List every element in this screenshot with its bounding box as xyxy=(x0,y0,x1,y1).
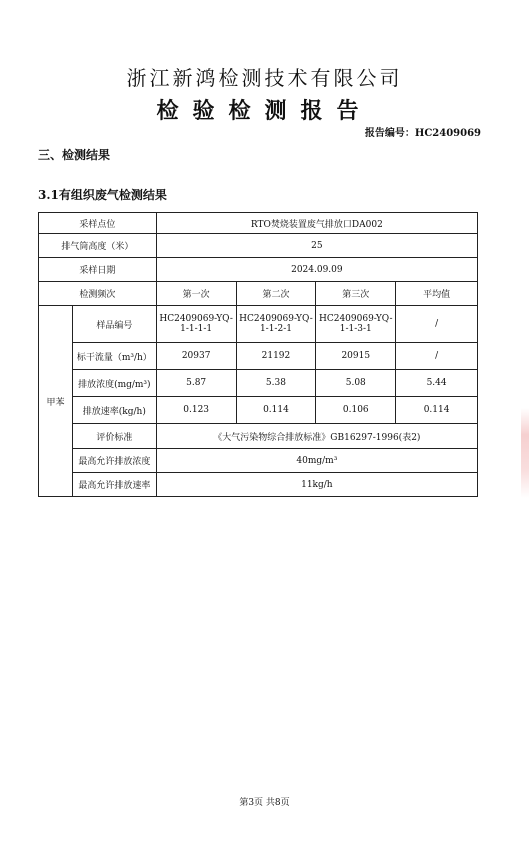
rate-value-2: 0.114 xyxy=(236,397,316,424)
sample-id-label: 样品编号 xyxy=(72,306,156,343)
standard-value: 《大气污染物综合排放标准》GB16297-1996(表2) xyxy=(156,424,477,449)
frequency-label: 检测频次 xyxy=(39,282,157,306)
concentration-value-3: 5.08 xyxy=(316,370,396,397)
flow-value-1: 20937 xyxy=(156,343,236,370)
pollutant-name: 甲苯 xyxy=(39,306,73,497)
table-row xyxy=(39,370,478,397)
concentration-value-2: 5.38 xyxy=(236,370,316,397)
sampling-point-label: 采样点位 xyxy=(39,213,157,234)
subsection-heading: 3.1有组织废气检测结果 xyxy=(38,188,167,202)
flow-value-2: 21192 xyxy=(236,343,316,370)
section-heading: 三、检测结果 xyxy=(38,148,111,162)
page-number: 第3页 共8页 xyxy=(239,798,290,808)
flow-average: / xyxy=(396,343,478,370)
max-rate-label: 最高允许排放速率 xyxy=(72,473,156,497)
table-row xyxy=(39,424,478,449)
table-row xyxy=(39,306,478,343)
company-name: 浙江新鸿检测技术有限公司 xyxy=(126,66,403,90)
sample-id-3: HC2409069-YQ-1-1-3-1 xyxy=(316,306,396,343)
table-row xyxy=(39,234,478,258)
table-row xyxy=(39,449,478,473)
rate-value-3: 0.106 xyxy=(316,397,396,424)
stack-height-value: 25 xyxy=(156,234,477,258)
stack-height-label: 排气筒高度（米） xyxy=(39,234,157,258)
column-header-2: 第二次 xyxy=(236,282,316,306)
seal-edge xyxy=(521,408,529,498)
flow-label: 标干流量（m³/h） xyxy=(72,343,156,370)
max-concentration-value: 40mg/m³ xyxy=(156,449,477,473)
rate-average: 0.114 xyxy=(396,397,478,424)
report-title: 检验检测报告 xyxy=(156,98,373,124)
flow-value-3: 20915 xyxy=(316,343,396,370)
max-concentration-label: 最高允许排放浓度 xyxy=(72,449,156,473)
table-row xyxy=(39,213,478,234)
table-row xyxy=(39,397,478,424)
column-header-1: 第一次 xyxy=(156,282,236,306)
sampling-date-label: 采样日期 xyxy=(39,258,157,282)
table-row xyxy=(39,258,478,282)
concentration-value-1: 5.87 xyxy=(156,370,236,397)
rate-label: 排放速率(kg/h) xyxy=(72,397,156,424)
max-rate-value: 11kg/h xyxy=(156,473,477,497)
concentration-label: 排放浓度(mg/m³) xyxy=(72,370,156,397)
table-row xyxy=(39,343,478,370)
column-header-3: 第三次 xyxy=(316,282,396,306)
sample-id-1: HC2409069-YQ-1-1-1-1 xyxy=(156,306,236,343)
concentration-average: 5.44 xyxy=(396,370,478,397)
column-header-average: 平均值 xyxy=(396,282,478,306)
table-row xyxy=(39,282,478,306)
results-table xyxy=(38,212,478,497)
table-row xyxy=(39,473,478,497)
standard-label: 评价标准 xyxy=(72,424,156,449)
sample-id-2: HC2409069-YQ-1-1-2-1 xyxy=(236,306,316,343)
sampling-date-value: 2024.09.09 xyxy=(156,258,477,282)
sample-id-average: / xyxy=(396,306,478,343)
rate-value-1: 0.123 xyxy=(156,397,236,424)
report-number: 报告编号：HC2409069 xyxy=(364,128,481,139)
sampling-point-value: RTO焚烧装置废气排放口DA002 xyxy=(156,213,477,234)
